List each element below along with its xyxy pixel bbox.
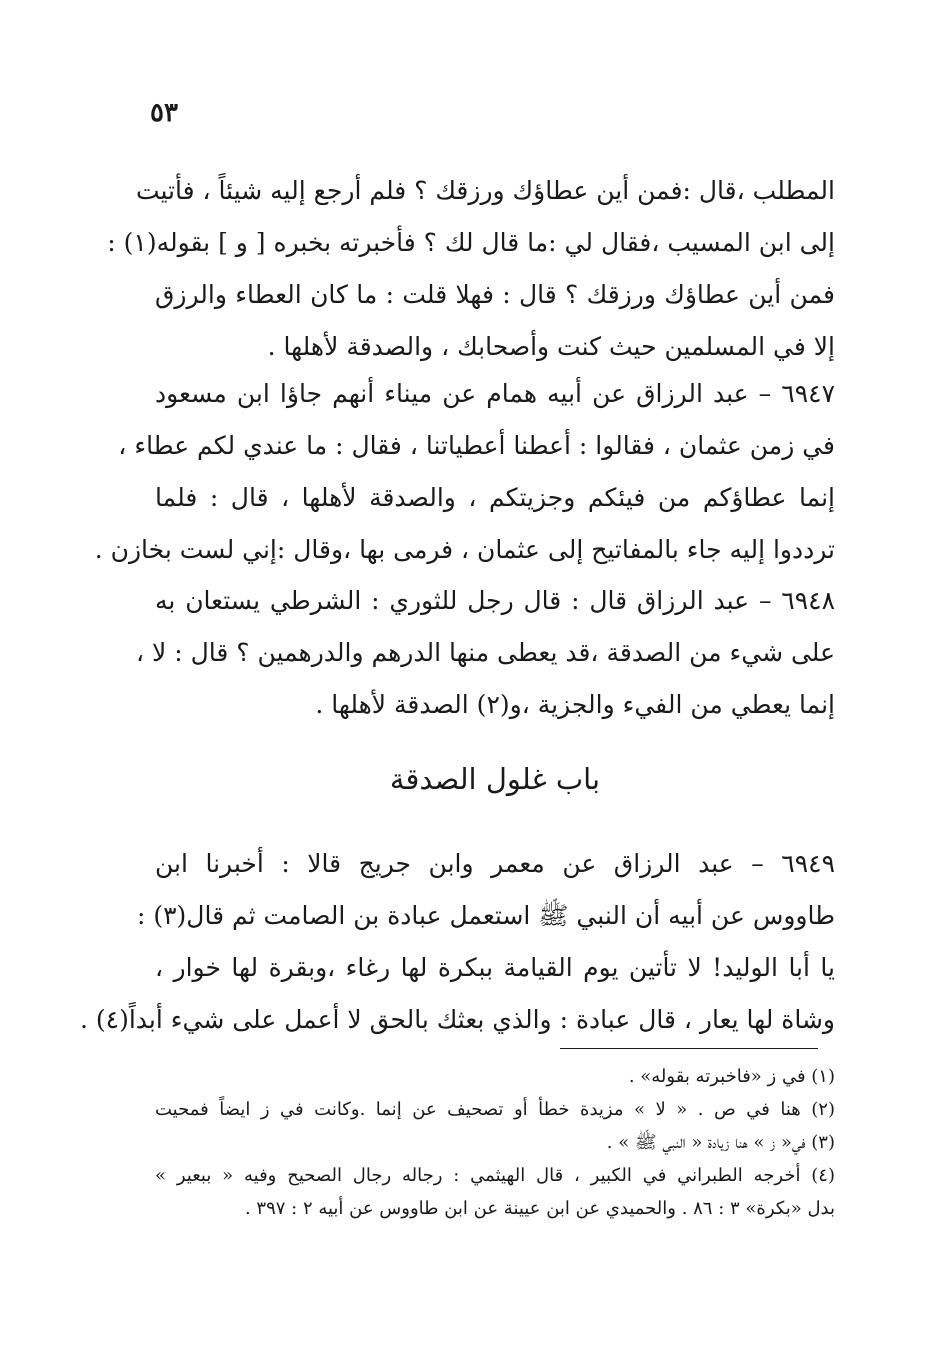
- text-line: طاووس عن أبيه أن النبي ﷺ استعمل عبادة بن الصامت ثم قال(٣) :: [136, 901, 835, 930]
- text-line: فمن أين عطاؤك ورزقك ؟ قال : فهلا قلت : ما كان العطاء والرزق: [155, 280, 835, 309]
- text-line: على شيء من الصدقة ،قد يعطى منها الدرهم والدرهمين ؟ قال : لا ،: [136, 638, 835, 667]
- text-line: إلا في المسلمين حيث كنت وأصحابك ، والصدقة لأهلها .: [267, 332, 835, 361]
- text-line: ٦٩٤٩ – عبد الرزاق عن معمر وابن جريج قالا : أخبرنا ابن: [155, 849, 835, 878]
- hadith-6948: [136, 575, 835, 731]
- text-line: يا أبا الوليد! لا تأتين يوم القيامة ببكرة لها رغاء ،وبقرة لها خوار ،: [155, 953, 835, 982]
- footnote: (١) في ز «فاخبرته بقوله» .: [628, 1066, 835, 1087]
- footnote-continuation: بدل «بكرة» ٣ : ٨٦ . والحميدي عن ابن عيينة عن ابن طاووس عن أبيه ٢ : ٣٩٧ .: [244, 1198, 835, 1219]
- footnote: (٢) هنا في ص . « لا » مزيدة خطأ أو تصحيف عن إنما .وكانت في ز ايضاً فمحيت: [155, 1099, 835, 1120]
- text-line: ٦٩٤٨ – عبد الرزاق قال : قال رجل للثوري : الشرطي يستعان به: [155, 586, 835, 615]
- text-line: إنما يعطي من الفيء والجزية ،و(٢) الصدقة لأهلها .: [315, 690, 835, 719]
- hadith-6947: [94, 368, 835, 576]
- text-line: في زمن عثمان ، فقالوا : أعطنا أعطياتنا ، فقال : ما عندي لكم عطاء ،: [118, 431, 835, 460]
- text-line: ترددوا إليه جاء بالمفاتيح إلى عثمان ، فرمى بها ،وقال :إني لست بخازن .: [94, 535, 835, 564]
- text-line: المطلب ،قال :فمن أين عطاؤك ورزقك ؟ فلم أرجع إليه شيئاً ، فأتيت: [135, 176, 835, 205]
- text-line: ٦٩٤٧ – عبد الرزاق عن أبيه همام عن ميناء أنهم جاؤا ابن مسعود: [155, 379, 835, 408]
- footnote: (٤) أخرجه الطبراني في الكبير ، قال الهيثمي : رجاله رجال الصحيح وفيه « ببعير »: [155, 1165, 835, 1186]
- paragraph-continued: [107, 165, 835, 373]
- footnote-divider: [560, 1048, 818, 1049]
- page-number: ٥٣: [150, 98, 178, 128]
- hadith-6949: [79, 838, 835, 1046]
- text-line: وشاة لها يعار ، قال عبادة : والذي بعثك بالحق لا أعمل على شيء أبداً(٤) .: [79, 1005, 835, 1034]
- chapter-title: باب غلول الصدقة: [389, 762, 601, 796]
- footnote: (٣) في« ز » هنا زيادة « النبي ﷺ » .: [606, 1132, 835, 1153]
- text-line: إنما عطاؤكم من فيئكم وجزيتكم ، والصدقة لأهلها ، قال : فلما: [155, 483, 835, 512]
- footnotes: [155, 1060, 835, 1225]
- text-line: إلى ابن المسيب ،فقال لي :ما قال لك ؟ فأخبرته بخبره [ و ] بقوله(١) :: [107, 228, 835, 257]
